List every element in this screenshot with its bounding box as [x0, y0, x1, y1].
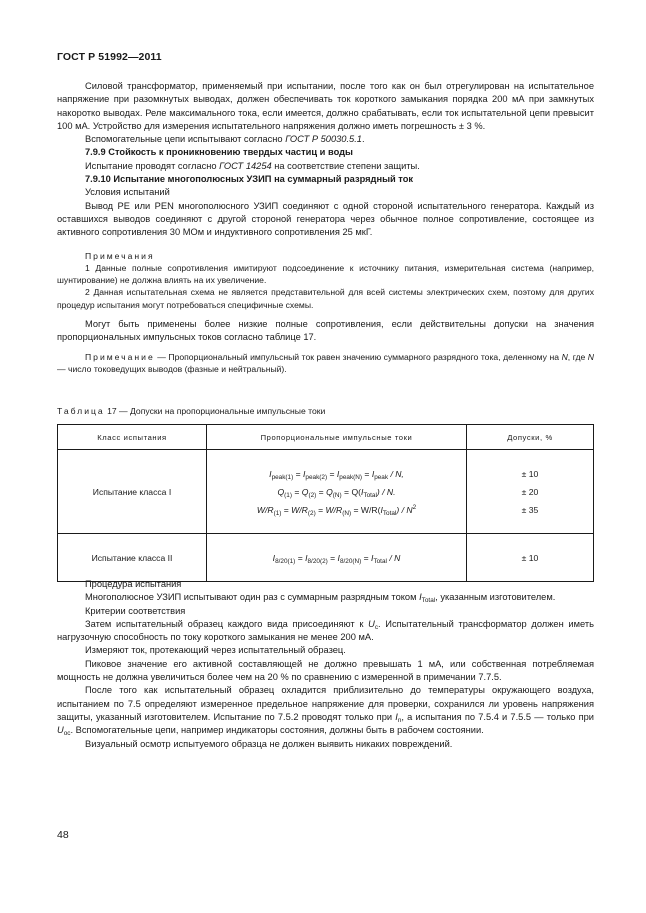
tolerance-table — [57, 424, 594, 582]
paragraph-test-procedure: Процедура испытания — [85, 579, 182, 589]
header-impulse-currents: Пропорциональные импульсные токи — [207, 425, 467, 450]
header-test-class: Класс испытания — [58, 425, 207, 450]
formula-specific-energy: $W/R_{(1)} = W/R_{(2)} = W/R_{(N)} = W/R(I_{Total}) / N^2$ — [256, 503, 417, 517]
cell-class-i: Испытание класса I — [58, 450, 207, 534]
tolerance-value: ± 20 — [521, 486, 539, 497]
cell-formulas-class-i — [207, 450, 467, 534]
lower-text-block — [57, 578, 594, 751]
table-row-class-ii — [58, 534, 594, 582]
cell-tolerance-class-ii: ± 10 — [467, 534, 594, 582]
formula-8-20-current: $I_{8/20(1)} = I_{8/20(2)} = I_{8/20(N)} = I_{Total} / N$ — [272, 552, 401, 565]
header-tolerance: Допуски, % — [467, 425, 594, 450]
cell-tolerances-class-i — [467, 450, 594, 534]
formula-peak-current: $I_{peak(1)} = I_{peak(2)} = I_{peak(N)} = I_{peak} / N$, — [269, 468, 404, 481]
standard-reference: ГОСТ Р 50030.5.1 — [285, 134, 362, 145]
paragraph-lower-impedances: Могут быть применены более низкие полные сопротивления, если действительны допуски на значения пропорциональных импульсных токов согласно таблице 17. — [57, 319, 594, 343]
paragraph-criteria: Критерии соответствия — [85, 605, 186, 616]
upper-text-block — [57, 80, 594, 375]
paragraph-pe-connection: Вывод PE или PEN многополюсного УЗИП соединяют с одной стороной испытательного генератора. Каждый из оставшихся выводов соединяют с другой стороной генератора через обычное полное сопротивление, состоящее из активного сопротивления 30 МОм и индуктивного сопротивления 25 мкГ. — [57, 200, 594, 238]
paragraph-connect-uc: Затем испытательный образец каждого вида присоединяют к $U_c$. Испытательный трансформатор должен иметь нагрузочную способность по току короткого замыкания не менее 200 мА. — [57, 618, 594, 643]
note-1: 1 Данные полные сопротивления имитируют подсоединение к источнику питания, измерительная система (например, шунтирование) не должна влиять на их увеличение. — [57, 262, 594, 286]
notes-title: Примечания — [85, 250, 155, 261]
cell-formula-class-ii — [207, 534, 467, 582]
paragraph-test-conditions: Условия испытаний — [85, 187, 170, 198]
formula-charge: $Q_{(1)} = Q_{(2)} = Q_{(N)} = Q(I_{Total}) / N$. — [277, 486, 396, 499]
table-row-class-i — [58, 450, 594, 534]
section-heading-7-9-9: 7.9.9 Стойкость к проникновению твердых частиц и воды — [85, 147, 353, 158]
table-header-row — [58, 425, 594, 450]
paragraph-transformer: Силовой трансформатор, применяемый при испытании, после того как он был отрегулирован на испытательное напряжение при разомкнутых выводах, должен обеспечивать ток короткого замыкания порядка 200 мА при замкнутых накоротко выводах. Реле максимального тока, если имеется, должно срабатывать, если ток испытательной цепи превысит 100 мА. Устройство для измерения испытательного напряжения должно иметь погрешность ± 3 %. — [57, 81, 594, 131]
paragraph-aux-circuits: Вспомогательные цепи испытывают согласно ГОСТ Р 50030.5.1. — [85, 134, 365, 145]
note-2: 2 Данная испытательная схема не является представительной для всей системы электрических схем, поэтому для других процедур испытания могут потребоваться специфичные схемы. — [57, 287, 594, 310]
tolerance-value: ± 35 — [521, 504, 539, 515]
standard-reference: ГОСТ 14254 — [219, 160, 272, 171]
section-heading-7-9-10: 7.9.10 Испытание многополюсных УЗИП на суммарный разрядный ток — [85, 174, 414, 185]
paragraph-measure-current: Измеряют ток, протекающий через испытательный образец. — [85, 645, 346, 656]
tolerance-value: ± 10 — [521, 468, 539, 479]
paragraph-visual-inspection: Визуальный осмотр испытуемого образца не должен выявить никаких повреждений. — [85, 738, 453, 749]
document-header: ГОСТ Р 51992—2011 — [57, 51, 162, 63]
paragraph-peak-value: Пиковое значение его активной составляющей не должно превышать 1 мА, или собственная потребляемая мощность не должна увеличиться более чем на 20 % по сравнению с измеренной в примечании 7.7.5. — [57, 658, 594, 683]
page-number: 48 — [57, 829, 69, 841]
paragraph-total-current: Многополюсное УЗИП испытывают один раз с суммарным разрядным током $I_{Total}$, указанным изготовителем. — [85, 592, 556, 605]
table-caption: Таблица 17 — Допуски на пропорциональные импульсные токи — [57, 406, 326, 416]
note-3: Примечание — Пропорциональный импульсный ток равен значению суммарного разрядного тока, деленному на N, где N — число токоведущих выводов (фазные и нейтральный). — [57, 351, 594, 374]
paragraph-cooldown: После того как испытательный образец охладится приблизительно до температуры окружающего воздуха, испытанием по 7.5 определяют измеренное предельное напряжение для проверки, сохранился ли уровень напряжения защиты, указанный изготовителем. Испытание по 7.5.2 проводят только при $I_n$, а испытания по 7.5.4 и 7.5.5 — только при $U_{oc}$. Вспомогательные цепи, например индикаторы состояния, должны быть в рабочем состоянии. — [57, 685, 594, 738]
paragraph-ingress-test: Испытание проводят согласно ГОСТ 14254 на соответствие степени защиты. — [85, 160, 420, 171]
cell-class-ii: Испытание класса II — [58, 534, 207, 582]
